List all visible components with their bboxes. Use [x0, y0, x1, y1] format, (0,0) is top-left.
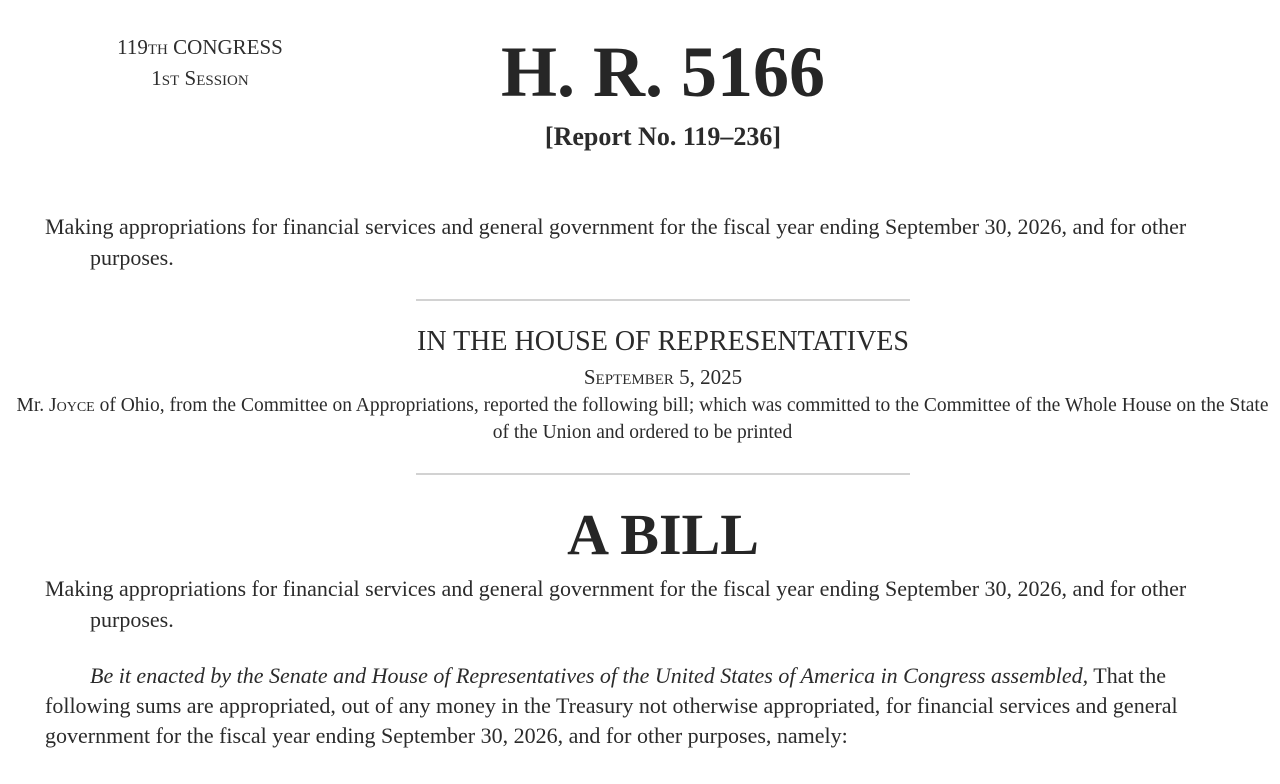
- action-text: of Ohio, from the Committee on Appropriations, reported the following bill; which was committed to the Committee of the Whole House on the State of the Union and ordered to be printed: [99, 395, 1269, 443]
- divider-rule: [416, 299, 910, 301]
- action-statement: [10, 392, 1275, 446]
- purpose-statement-bottom: [45, 573, 1225, 635]
- congress-suffix: th: [147, 35, 168, 59]
- purpose-line-cont: purposes.: [90, 607, 174, 632]
- session-number: 1: [151, 66, 162, 90]
- congress-number: 119: [117, 35, 148, 59]
- enacting-clause-italic: Be it enacted by the Senate and House of Representatives of the United States of America in Congress assembled,: [90, 663, 1089, 688]
- purpose-line-cont: purposes.: [90, 245, 174, 270]
- sponsor-name: Joyce: [49, 395, 95, 416]
- session-suffix: st: [161, 66, 180, 90]
- enacting-clause-text: That the following sums are appropriated, out of any money in the Treasury not otherwise appropriated, for financial services and general government for the fiscal year ending September 30, 2026, and for other purposes, namely:: [45, 663, 1178, 748]
- congress-word: CONGRESS: [173, 35, 283, 59]
- chamber-heading: IN THE HOUSE OF REPRESENTATIVES: [417, 326, 909, 357]
- action-date: September 5, 2025: [583, 365, 743, 389]
- purpose-line: Making appropriations for financial services and general government for the fiscal year ending September 30, 2026, and for other: [45, 576, 1187, 601]
- bill-number: H. R. 5166: [501, 32, 825, 112]
- divider-rule: [416, 473, 910, 475]
- session-word: Session: [184, 66, 249, 90]
- purpose-statement-top: [45, 211, 1225, 273]
- sponsor-title: Mr.: [16, 395, 45, 416]
- enacting-clause: [45, 661, 1235, 751]
- bill-heading: A BILL: [567, 502, 759, 567]
- purpose-line: Making appropriations for financial services and general government for the fiscal year ending September 30, 2026, and for other: [45, 214, 1187, 239]
- report-number: [Report No. 119–236]: [544, 122, 782, 151]
